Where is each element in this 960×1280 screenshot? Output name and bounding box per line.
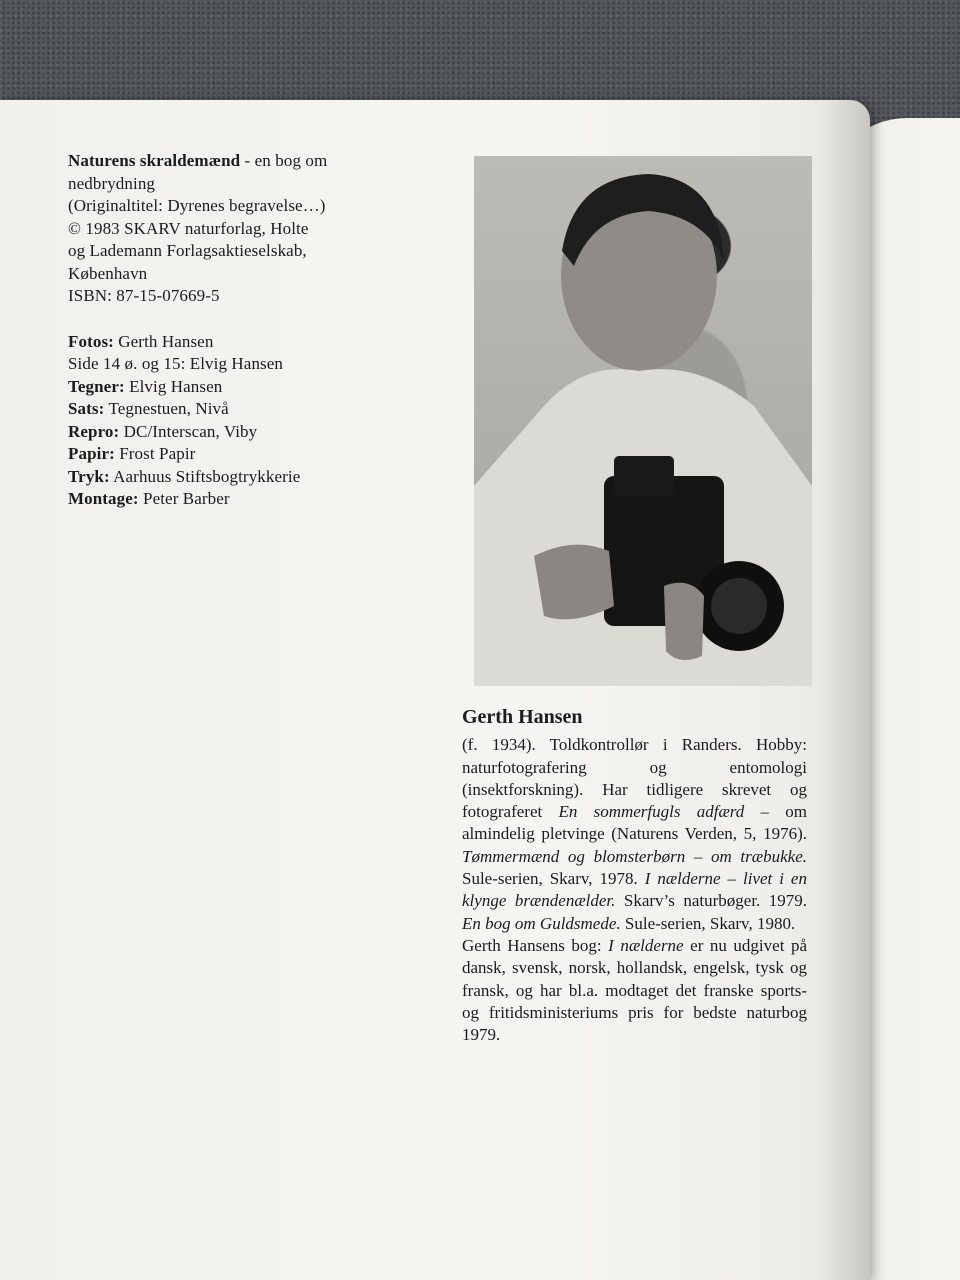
credit-row — [68, 398, 398, 421]
bio-book-title: I nælderne — [608, 935, 684, 955]
credit-value: Peter Barber — [138, 489, 230, 508]
credit-row — [68, 421, 398, 444]
credit-role: Fotos: — [68, 331, 114, 351]
credit-value: Elvig Hansen — [124, 376, 223, 396]
bio-book-title: En sommerfugls adfærd — [558, 802, 745, 822]
author-photo — [474, 156, 812, 686]
credit-role: Sats: — [68, 399, 105, 418]
credit-value: Aarhuus Stiftsbogtrykkerie — [109, 466, 301, 486]
credit-row — [68, 331, 398, 354]
bio-text: – om almindelig pletvinge (Naturens Verden, 5, 1976). — [462, 802, 807, 844]
colophon-title — [68, 150, 398, 173]
colophon-line: nedbrydning — [68, 173, 156, 193]
isbn-line: ISBN: 87-15-07669-5 — [68, 286, 220, 305]
bio-text: Gerth Hansens bog: — [462, 935, 609, 955]
credit-role: Repro: — [68, 421, 120, 441]
credit-value: Frost Papir — [114, 444, 196, 463]
author-biography — [462, 706, 807, 1046]
bio-book-title: I nælderne – livet i en klynge brændenælder. — [462, 869, 807, 911]
credit-value: Gerth Hansen — [113, 331, 214, 351]
credit-value: Tegnestuen, Nivå — [104, 399, 229, 418]
book-title: Naturens skraldemænd — [68, 151, 241, 170]
credit-role: Montage: — [68, 489, 139, 508]
credit-role: Tegner: — [68, 376, 125, 396]
colophon — [68, 150, 398, 511]
bio-paragraph — [462, 734, 807, 935]
credit-row — [68, 488, 398, 511]
credit-role: Papir: — [68, 444, 115, 463]
author-photo-illustration — [474, 156, 812, 686]
credit-row — [68, 376, 398, 399]
credit-role: Tryk: — [68, 466, 110, 486]
bio-text: (f. 1934). Toldkontrollør i Randers. Hobby: naturfotografering og entomologi (insektforskning). Har tidligere skrevet og fotograferet — [462, 735, 807, 822]
colophon-line: © 1983 SKARV naturforlag, Holte — [68, 218, 309, 238]
bio-book-title: Tømmermænd og blomsterbørn – om træbukke. — [462, 846, 807, 866]
credit-row — [68, 443, 398, 466]
credit-row — [68, 466, 398, 489]
bio-text: Sule-serien, Skarv, 1978. — [462, 869, 645, 889]
bio-book-title: En bog om Guldsmede. — [462, 913, 621, 933]
page-gutter-shadow — [820, 100, 870, 1280]
credit-row: Side 14 ø. og 15: Elvig Hansen — [68, 354, 284, 373]
bio-text: er nu udgivet på dansk, svensk, norsk, hollandsk, engelsk, tysk og fransk, og har bl.a. modtaget det franske sports- og fritidsministeriums pris for bedste naturbog 1979. — [462, 935, 807, 1045]
bio-paragraph — [462, 935, 807, 1046]
book-subtitle-start: - en bog om — [240, 151, 328, 170]
colophon-line: (Originaltitel: Dyrenes begravelse…) — [68, 196, 326, 215]
bio-text: Skarv’s naturbøger. 1979. — [615, 891, 808, 911]
colophon-line: og Lademann Forlagsaktieselskab, — [68, 241, 307, 260]
colophon-line: København — [68, 263, 148, 283]
bio-text: Sule-serien, Skarv, 1980. — [620, 913, 796, 933]
credit-value: DC/Interscan, Viby — [119, 421, 258, 441]
credits-list — [68, 331, 398, 511]
author-name: Gerth Hansen — [462, 706, 583, 728]
